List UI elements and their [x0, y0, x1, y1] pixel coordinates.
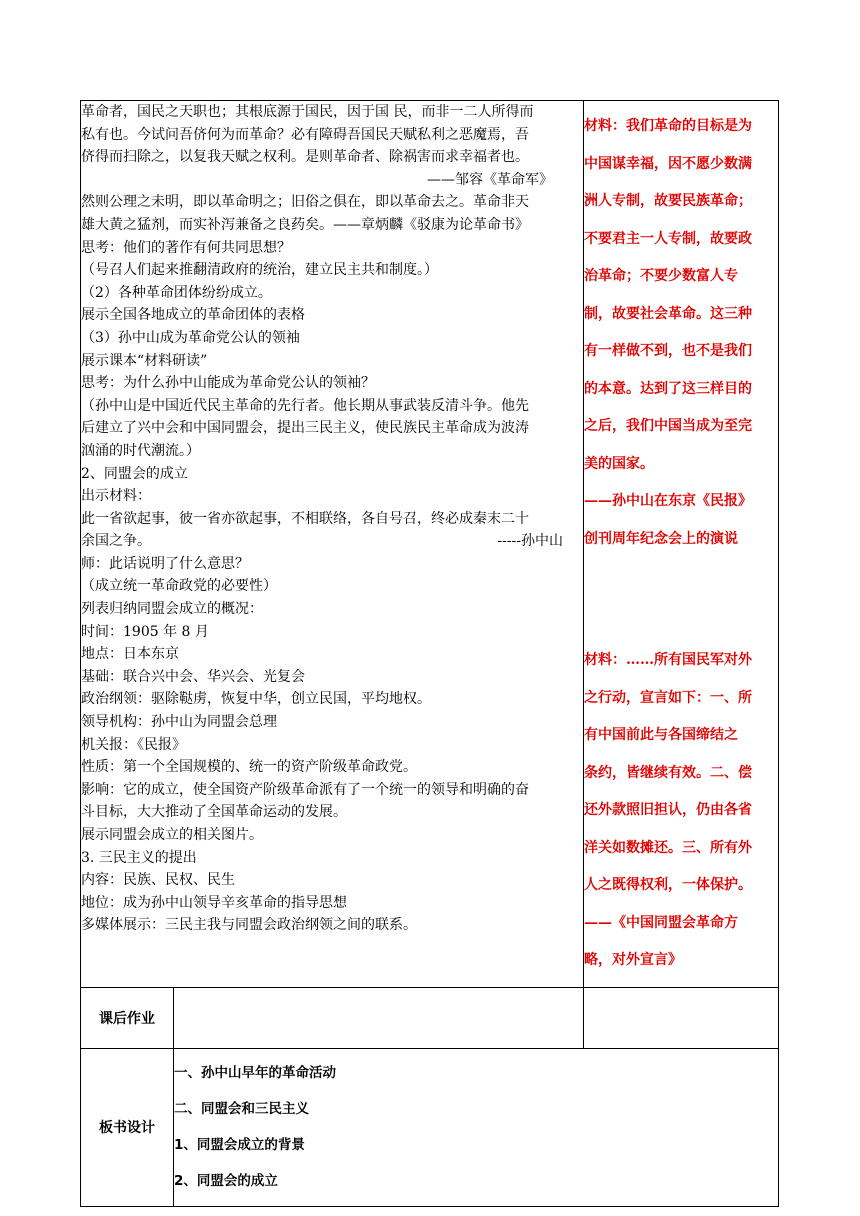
side-material-line: 有一样做不到，也不是我们 [584, 343, 753, 359]
side-material-line: 洲人专制，故要民族革命； [584, 193, 753, 209]
content-line: （2）各种革命团体纷纷成立。 [81, 284, 272, 301]
content-line: 此一省欲起事，彼一省亦欲起事，不相联络，各自号召，终必成秦末二十 [81, 510, 529, 527]
content-line: 思考：为什么孙中山能成为革命党公认的领袖？ [81, 375, 375, 392]
quote-line: 雄大黄之猛剂，而实补泻兼备之良药矣。——章炳麟《驳康为论革命书》 [81, 216, 529, 233]
content-line: 地位：成为孙中山领导辛亥革命的指导思想 [81, 894, 347, 911]
side-material-2 [584, 649, 778, 973]
teaching-content-cell [81, 101, 584, 988]
side-material-line: 人之既得权利，一体保护。 [584, 877, 753, 893]
quote-line: 然则公理之未明，即以革命明之；旧俗之俱在，即以革命去之。革命非天 [81, 194, 529, 211]
sun-attribution: -----孙中山 [497, 533, 564, 550]
content-line: 思考：他们的著作有何共同思想？ [81, 239, 291, 256]
content-line: 时间：1905 年 8 月 [81, 623, 209, 640]
content-line: 多媒体展示：三民主我与同盟会政治纲领之间的联系。 [81, 917, 417, 934]
side-material-line: 制，故要社会革命。这三种 [584, 305, 753, 322]
side-material-line: 略，对外宣言》 [584, 952, 683, 968]
content-line: 汹涌的时代潮流。） [81, 442, 200, 459]
side-material-1 [584, 115, 778, 551]
content-line: 2、同盟会的成立 [81, 465, 188, 482]
content-line: （3）孙中山成为革命党公认的领袖 [81, 329, 300, 346]
side-material-line: 还外款照旧担认，仍由各省 [584, 802, 753, 818]
content-line: 政治纲领：驱除鞑虏，恢复中华，创立民国，平均地权。 [81, 691, 431, 708]
side-material-line: 条约，皆继续有效。二、偿 [584, 764, 753, 781]
content-line: 内容：民族、民权、民生 [81, 872, 235, 889]
content-line: 3. 三民主义的提出 [81, 849, 197, 866]
content-line: 出示材料： [81, 488, 151, 505]
board-line: 二、同盟会和三民主义 [174, 1101, 309, 1118]
zourong-attribution: ——邹容《革命军》 [427, 171, 554, 188]
board-line: 2、同盟会的成立 [174, 1173, 278, 1190]
content-line: 展示同盟会成立的相关图片。 [81, 827, 263, 843]
content-line: 师：此话说明了什么意思？ [81, 555, 249, 572]
content-line: 性质：第一个全国规模的、统一的资产阶级革命政党。 [81, 759, 417, 776]
homework-note-cell [584, 987, 779, 1048]
side-material-line: 中国谋幸福，因不愿少数满 [584, 155, 753, 172]
content-line: （号召人们起来推翻清政府的统治，建立民主共和制度。） [81, 262, 438, 279]
material-cell [584, 101, 779, 988]
content-line: 地点：日本东京 [81, 646, 179, 663]
content-line: 领导机构：孙中山为同盟会总理 [81, 714, 277, 731]
content-line: 机关报：《民报》 [81, 736, 186, 753]
homework-content-cell [174, 987, 584, 1048]
content-block-1 [81, 237, 583, 531]
sun-quote-end: 余国之争。 [81, 533, 151, 550]
board-line: 一、孙中山早年的革命活动 [174, 1065, 336, 1081]
content-line: 展示全国各地成立的革命团体的表格 [81, 307, 305, 324]
board-row [81, 1048, 779, 1207]
board-content-cell [174, 1048, 779, 1207]
side-material-line: 之后，我们中国当成为至完 [584, 418, 753, 434]
homework-row [81, 987, 779, 1048]
content-line: 列表归纳同盟会成立的概况： [81, 601, 263, 618]
content-line: 后建立了兴中会和中国同盟会，提出三民主义，使民族民主革命成为波涛 [81, 420, 529, 437]
side-material-line: 洋关如数摊还。三、所有外 [584, 839, 753, 856]
content-line: 基础：联合兴中会、华兴会、光复会 [81, 668, 305, 685]
content-row [81, 101, 779, 988]
content-line: 展示课本“材料研读” [81, 352, 208, 369]
content-line: 影响：它的成立，使全国资产阶级革命派有了一个统一的领导和明确的奋 [81, 781, 529, 798]
side-material-line: ——《中国同盟会革命方 [584, 914, 739, 931]
quote-line: 侪得而扫除之，以复我天赋之权利。是则革命者、除祸害而求幸福者也。 [81, 149, 529, 166]
homework-label: 课后作业 [81, 987, 174, 1048]
lesson-plan-sheet [80, 100, 778, 1207]
zhang-quote [81, 191, 583, 236]
side-material-line: 美的国家。 [584, 455, 655, 472]
side-material-line: ——孙中山在东京《民报》 [584, 493, 753, 509]
side-material-line: 材料：……所有国民军对外 [584, 652, 753, 668]
side-material-line: 的本意。达到了这三样目的 [584, 380, 753, 397]
side-material-line: 材料：我们革命的目标是为 [584, 118, 753, 134]
quote-line: 私有也。今试问吾侪何为而革命？必有障碍吾国民天赋私利之恶魔焉，吾 [81, 126, 529, 143]
sun-quote-line [81, 530, 583, 553]
board-line: 1、同盟会成立的背景 [174, 1137, 305, 1154]
zourong-quote [81, 101, 583, 169]
content-block-2 [81, 553, 583, 937]
content-line: 斗目标，大大推动了全国革命运动的发展。 [81, 804, 347, 821]
content-line: （成立统一革命政党的必要性） [81, 578, 277, 595]
side-material-line: 之行动，宣言如下：一、所 [584, 689, 753, 706]
quote-line: 革命者，国民之天职也；其根底源于国民，因于国 民，而非一二人所得而 [81, 104, 534, 120]
board-lines [174, 1062, 778, 1193]
side-material-line: 不要君主一人专制，故要政 [584, 230, 753, 247]
lesson-table [80, 100, 779, 1207]
side-material-line: 治革命；不要少数富人专 [584, 268, 739, 284]
side-material-line: 创刊周年纪念会上的演说 [584, 530, 739, 547]
board-label: 板书设计 [81, 1048, 174, 1207]
content-line: （孙中山是中国近代民主革命的先行者。他长期从事武装反清斗争。他先 [81, 397, 529, 414]
side-material-line: 有中国前此与各国缔结之 [584, 727, 739, 743]
